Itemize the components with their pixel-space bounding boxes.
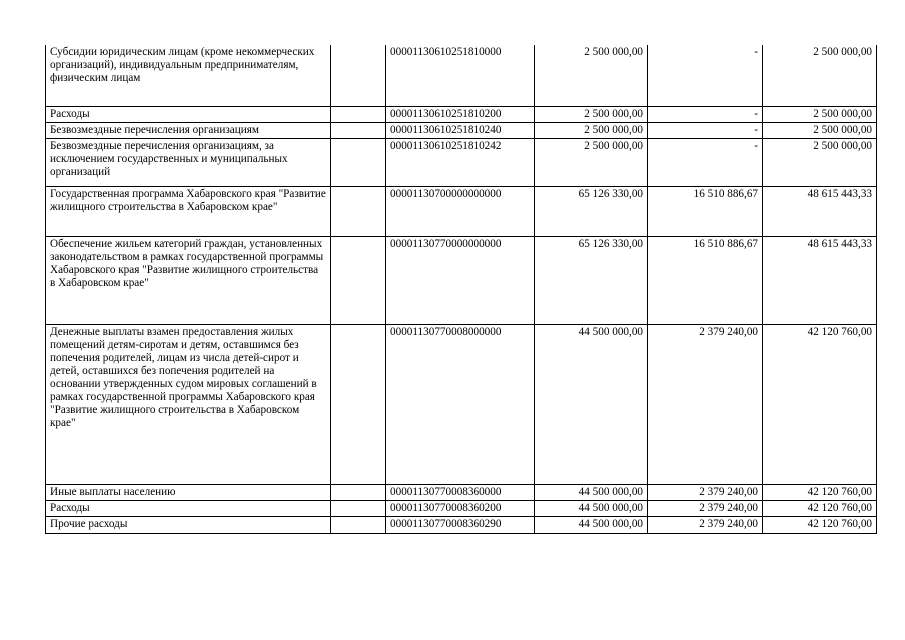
row-name: Расходы (46, 106, 331, 122)
row-plan-amount: 65 126 330,00 (535, 236, 648, 324)
row-executed-amount: 2 379 240,00 (648, 484, 763, 500)
row-name: Безвозмездные перечисления организациям (46, 122, 331, 138)
row-budget-code: 00001130610251810242 (386, 138, 535, 186)
row-executed-amount: 2 379 240,00 (648, 516, 763, 533)
row-line-code (331, 236, 386, 324)
row-remaining-amount: 2 500 000,00 (763, 122, 877, 138)
row-budget-code: 00001130610251810240 (386, 122, 535, 138)
row-remaining-amount: 42 120 760,00 (763, 324, 877, 484)
row-plan-amount: 44 500 000,00 (535, 516, 648, 533)
row-budget-code: 00001130770008360000 (386, 484, 535, 500)
row-budget-code: 00001130700000000000 (386, 186, 535, 236)
row-budget-code: 00001130610251810200 (386, 106, 535, 122)
table-row (46, 236, 877, 324)
row-line-code (331, 324, 386, 484)
row-plan-amount: 44 500 000,00 (535, 324, 648, 484)
table-row (46, 500, 877, 516)
table-row (46, 106, 877, 122)
row-remaining-amount: 48 615 443,33 (763, 186, 877, 236)
table-row (46, 138, 877, 186)
row-line-code (331, 186, 386, 236)
row-line-code (331, 45, 386, 106)
budget-execution-table (45, 45, 877, 534)
row-line-code (331, 138, 386, 186)
row-name: Иные выплаты населению (46, 484, 331, 500)
row-plan-amount: 44 500 000,00 (535, 500, 648, 516)
row-executed-amount: 16 510 886,67 (648, 186, 763, 236)
row-name: Обеспечение жильем категорий граждан, установленных законодательством в рамках государственной программы Хабаровского края "Развитие жилищного строительства в Хабаровском крае" (46, 236, 331, 324)
row-remaining-amount: 2 500 000,00 (763, 45, 877, 106)
row-line-code (331, 484, 386, 500)
table-row (46, 516, 877, 533)
row-name: Расходы (46, 500, 331, 516)
row-budget-code: 00001130770008000000 (386, 324, 535, 484)
row-plan-amount: 65 126 330,00 (535, 186, 648, 236)
table-row (46, 186, 877, 236)
row-executed-amount: 16 510 886,67 (648, 236, 763, 324)
row-executed-amount: - (648, 138, 763, 186)
row-name: Субсидии юридическим лицам (кроме некоммерческих организаций), индивидуальным предпринимателям, физическим лицам (46, 45, 331, 106)
row-remaining-amount: 42 120 760,00 (763, 516, 877, 533)
row-plan-amount: 2 500 000,00 (535, 122, 648, 138)
table-row (46, 45, 877, 106)
row-remaining-amount: 42 120 760,00 (763, 484, 877, 500)
row-executed-amount: 2 379 240,00 (648, 324, 763, 484)
row-plan-amount: 44 500 000,00 (535, 484, 648, 500)
row-remaining-amount: 2 500 000,00 (763, 138, 877, 186)
row-budget-code: 00001130770008360200 (386, 500, 535, 516)
row-name: Государственная программа Хабаровского края "Развитие жилищного строительства в Хабаровском крае" (46, 186, 331, 236)
row-plan-amount: 2 500 000,00 (535, 138, 648, 186)
row-line-code (331, 500, 386, 516)
row-name: Безвозмездные перечисления организациям, за исключением государственных и муниципальных организаций (46, 138, 331, 186)
row-budget-code: 00001130770008360290 (386, 516, 535, 533)
row-executed-amount: - (648, 45, 763, 106)
row-executed-amount: - (648, 106, 763, 122)
row-plan-amount: 2 500 000,00 (535, 106, 648, 122)
table-row (46, 324, 877, 484)
row-remaining-amount: 42 120 760,00 (763, 500, 877, 516)
row-budget-code: 00001130770000000000 (386, 236, 535, 324)
row-plan-amount: 2 500 000,00 (535, 45, 648, 106)
row-executed-amount: 2 379 240,00 (648, 500, 763, 516)
row-remaining-amount: 48 615 443,33 (763, 236, 877, 324)
row-line-code (331, 106, 386, 122)
row-name: Денежные выплаты взамен предоставления жилых помещений детям-сиротам и детям, оставшимся без попечения родителей, лицам из числа детей-сирот и детей, оставшихся без попечения родителей на основании утвержденных судом мировых соглашений в рамках государственной программы Хабаровского края "Развитие жилищного строительства в Хабаровском крае" (46, 324, 331, 484)
table-row (46, 484, 877, 500)
row-remaining-amount: 2 500 000,00 (763, 106, 877, 122)
row-budget-code: 00001130610251810000 (386, 45, 535, 106)
row-name: Прочие расходы (46, 516, 331, 533)
row-executed-amount: - (648, 122, 763, 138)
table-row (46, 122, 877, 138)
row-line-code (331, 516, 386, 533)
row-line-code (331, 122, 386, 138)
